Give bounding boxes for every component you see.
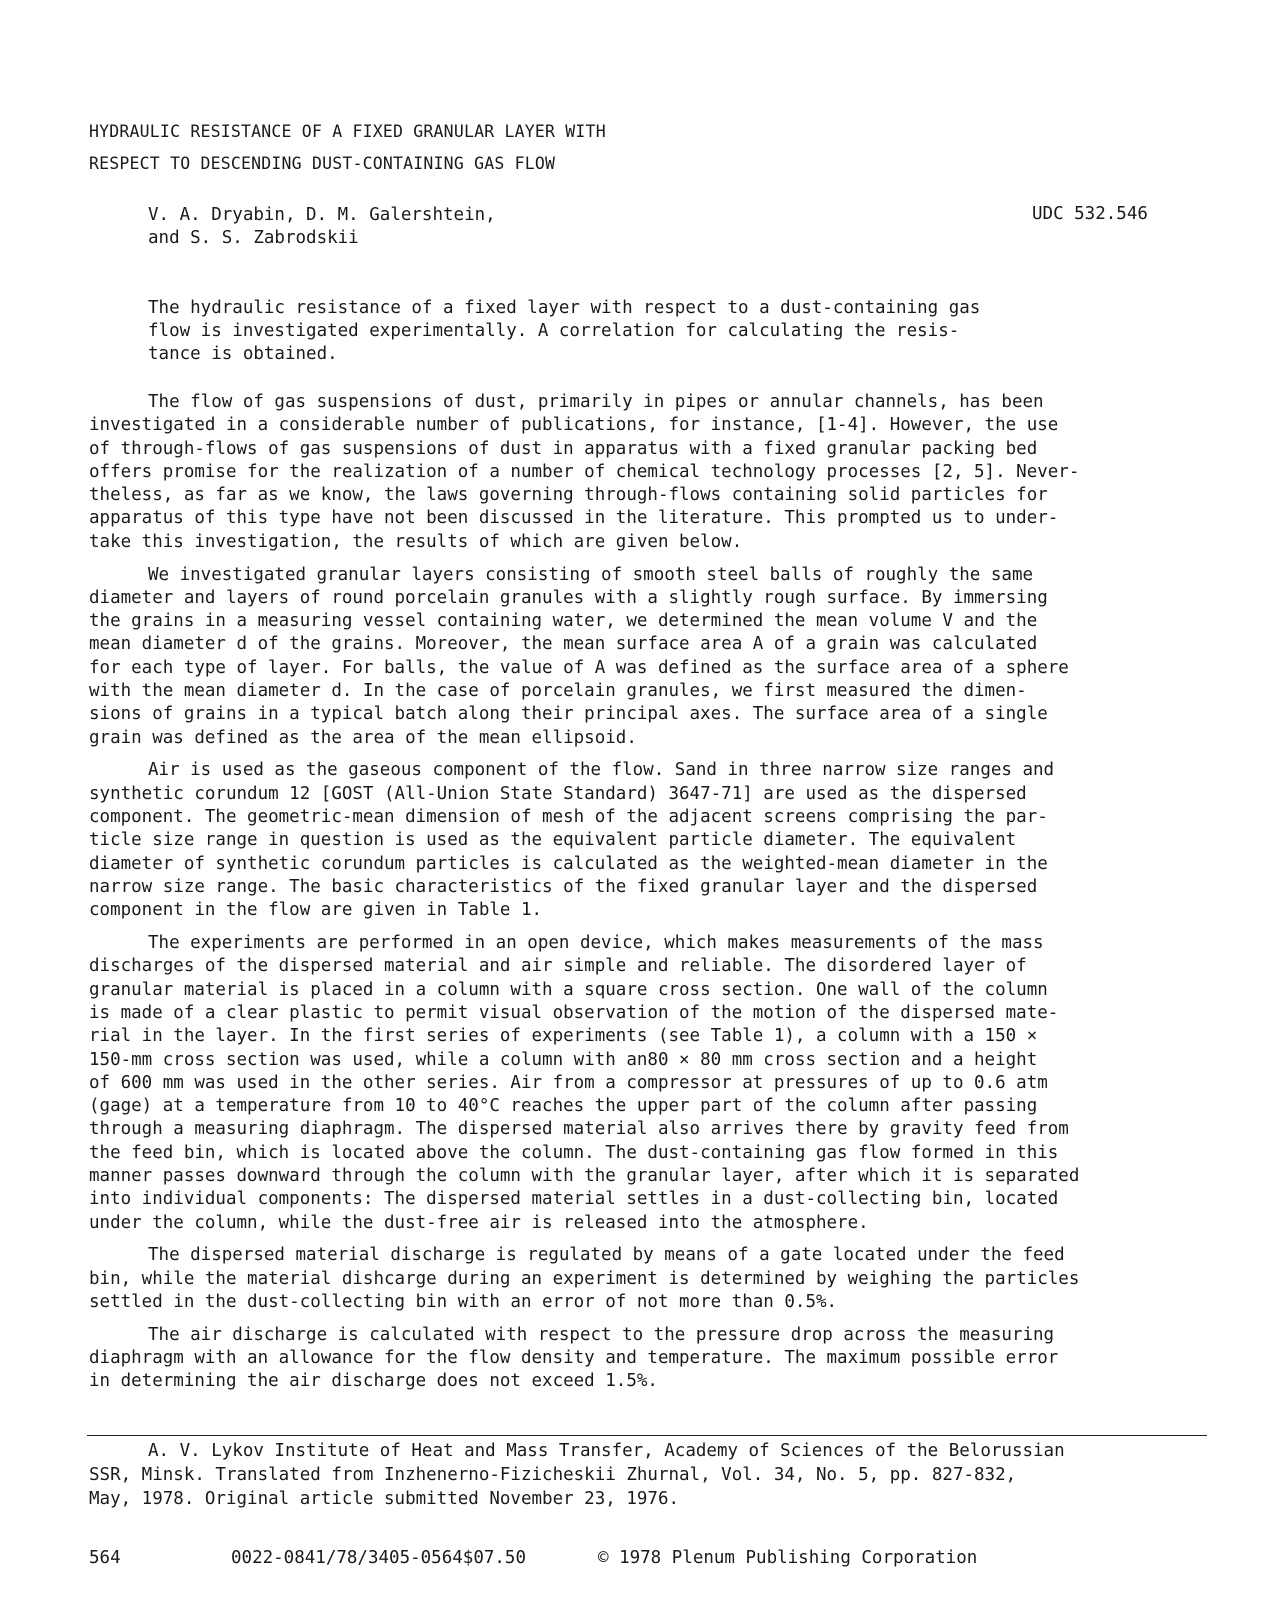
paragraph-line: The flow of gas suspensions of dust, primarily in pipes or annular channels, has been — [148, 392, 1044, 412]
paragraph-line: investigated in a considerable number of publications, for instance, [1-4]. However, the use — [89, 415, 1059, 436]
udc-code: UDC 532.546 — [1032, 204, 1148, 224]
paragraph — [89, 391, 1199, 554]
paragraph-line: with the mean diameter d. In the case of porcelain granules, we first measured the dimen- — [89, 681, 1027, 702]
paragraph-line: through a measuring diaphragm. The dispersed material also arrives there by gravity feed from — [89, 1119, 1069, 1140]
paragraph-line: diameter of synthetic corundum particles is calculated as the weighted-mean diameter in the — [89, 853, 1048, 874]
paragraph-line: apparatus of this type have not been discussed in the literature. This prompted us to under- — [89, 508, 1059, 529]
paragraph-line: diameter and layers of round porcelain granules with a slightly rough surface. By immersing — [89, 587, 1048, 608]
paragraph-line: 150-mm cross section was used, while a column with an80 × 80 mm cross section and a height — [89, 1049, 1038, 1070]
paragraph-line: the grains in a measuring vessel containing water, we determined the mean volume V and the — [89, 611, 1038, 632]
paragraph-line: synthetic corundum 12 [GOST (All-Union State Standard) 3647-71] are used as the dispersed — [89, 783, 1027, 804]
footnote-line: May, 1978. Original article submitted November 23, 1976. — [89, 1489, 680, 1509]
article-title — [89, 116, 606, 180]
paragraph-line: manner passes downward through the column with the granular layer, after which it is separated — [89, 1166, 1080, 1186]
paragraph-line: We investigated granular layers consisting of smooth steel balls of roughly the same — [148, 564, 1034, 585]
footnote-line: SSR, Minsk. Translated from Inzhenerno-Fizicheskii Zhurnal, Vol. 34, No. 5, pp. 827-832, — [89, 1465, 1017, 1485]
abstract-line: flow is investigated experimentally. A correlation for calculating the resis- — [148, 321, 960, 341]
abstract-line: The hydraulic resistance of a fixed layer with respect to a dust-containing gas — [148, 298, 981, 318]
paragraph-line: mean diameter d of the grains. Moreover, the mean surface area A of a grain was calculated — [89, 634, 1038, 655]
paragraph-line: settled in the dust-collecting bin with an error of not more than 0.5%. — [89, 1291, 838, 1312]
paragraph-line: ticle size range in question is used as the equivalent particle diameter. The equivalent — [89, 830, 1017, 851]
paragraph-line: grain was defined as the area of the mean ellipsoid. — [89, 727, 637, 748]
paragraph — [89, 932, 1199, 1235]
authors-line: and S. S. Zabrodskii — [148, 228, 359, 248]
paragraph-line: is made of a clear plastic to permit visual observation of the motion of the dispersed mate- — [89, 1002, 1059, 1023]
paragraph-line: The experiments are performed in an open device, which makes measurements of the mass — [148, 933, 1044, 954]
paragraph-line: The dispersed material discharge is regulated by means of a gate located under the feed — [148, 1245, 1065, 1266]
page-number: 564 — [89, 1548, 121, 1568]
footnote — [89, 1439, 1065, 1511]
paragraph-line: offers promise for the realization of a number of chemical technology processes [2, 5]. Never- — [89, 461, 1080, 482]
paragraph-line: take this investigation, the results of which are given below. — [89, 531, 743, 552]
abstract — [148, 297, 1078, 366]
paragraph-line: into individual components: The dispersed material settles in a dust-collecting bin, located — [89, 1189, 1059, 1210]
paragraph-line: component. The geometric-mean dimension of mesh of the adjacent screens comprising the par- — [89, 807, 1048, 828]
title-line: RESPECT TO DESCENDING DUST-CONTAINING GAS FLOW — [89, 154, 556, 173]
paragraph-line: rial in the layer. In the first series of experiments (see Table 1), a column with a 150 × — [89, 1026, 1038, 1047]
paragraph-line: sions of grains in a typical batch along their principal axes. The surface area of a single — [89, 704, 1048, 725]
authors-line: V. A. Dryabin, D. M. Galershtein, — [148, 205, 496, 225]
paragraph-line: diaphragm with an allowance for the flow density and temperature. The maximum possible error — [89, 1348, 1059, 1369]
body-text — [89, 391, 1199, 1403]
paragraph-line: for each type of layer. For balls, the value of A was defined as the surface area of a sphere — [89, 657, 1069, 678]
paragraph-line: narrow size range. The basic characteristics of the fixed granular layer and the dispersed — [89, 876, 1038, 897]
abstract-line: tance is obtained. — [148, 344, 338, 364]
paragraph-line: of 600 mm was used in the other series. Air from a compressor at pressures of up to 0.6 atm — [89, 1072, 1048, 1093]
paragraph — [89, 564, 1199, 750]
paragraph-line: bin, while the material dishcarge during an experiment is determined by weighing the particles — [89, 1268, 1080, 1289]
paragraph-line: the feed bin, which is located above the column. The dust-containing gas flow formed in this — [89, 1142, 1059, 1163]
footnote-rule — [87, 1435, 1207, 1436]
paragraph — [89, 1244, 1199, 1314]
paragraph-line: of through-flows of gas suspensions of dust in apparatus with a fixed granular packing bed — [89, 438, 1038, 459]
paragraph-line: component in the flow are given in Table 1. — [89, 900, 543, 921]
paragraph-line: granular material is placed in a column with a square cross section. One wall of the column — [89, 979, 1048, 1000]
paragraph — [89, 759, 1199, 922]
paragraph-line: in determining the air discharge does not exceed 1.5%. — [89, 1371, 658, 1392]
footnote-line: A. V. Lykov Institute of Heat and Mass Transfer, Academy of Sciences of the Belorussian — [148, 1441, 1065, 1461]
title-line: HYDRAULIC RESISTANCE OF A FIXED GRANULAR LAYER WITH — [89, 122, 606, 141]
paragraph-line: under the column, while the dust-free air is released into the atmosphere. — [89, 1212, 869, 1233]
paragraph-line: Air is used as the gaseous component of the flow. Sand in three narrow size ranges and — [148, 760, 1055, 781]
paragraph-line: (gage) at a temperature from 10 to 40°C reaches the upper part of the column after passing — [89, 1096, 1038, 1117]
copyright-notice: © 1978 Plenum Publishing Corporation — [598, 1548, 978, 1568]
article-code: 0022-0841/78/3405-0564$07.50 — [231, 1548, 527, 1568]
paragraph-line: The air discharge is calculated with respect to the pressure drop across the measuring — [148, 1324, 1055, 1345]
paragraph-line: theless, as far as we know, the laws governing through-flows containing solid particles for — [89, 485, 1048, 506]
paragraph — [89, 1324, 1199, 1394]
authors — [148, 204, 496, 250]
paragraph-line: discharges of the dispersed material and air simple and reliable. The disordered layer of — [89, 956, 1027, 977]
